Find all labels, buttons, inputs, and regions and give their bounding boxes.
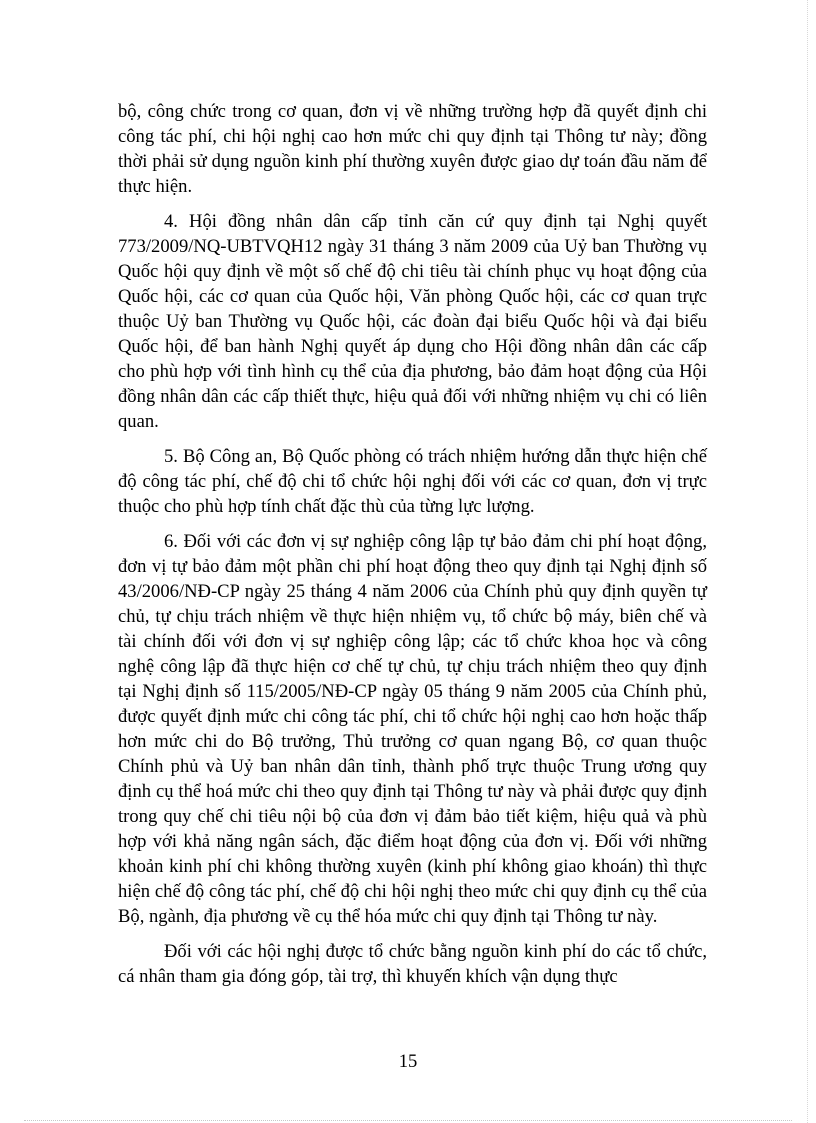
paragraph-item-4: 4. Hội đồng nhân dân cấp tỉnh căn cứ quy định tại Nghị quyết 773/2009/NQ-UBTVQH12 ngày 31 tháng 3 năm 2009 của Uỷ ban Thường vụ Quốc hội quy định về một số chế độ chi tiêu tài chính phục vụ hoạt động của Quốc hội, các cơ quan của Quốc hội, Văn phòng Quốc hội, các cơ quan trực thuộc Uỷ ban Thường vụ Quốc hội, các đoàn đại biểu Quốc hội và đại biểu Quốc hội, để ban hành Nghị quyết áp dụng cho Hội đồng nhân dân các cấp cho phù hợp với tình hình cụ thể của địa phương, bảo đảm hoạt động của Hội đồng nhân dân các cấp thiết thực, hiệu quả đối với những nhiệm vụ chi có liên quan. — [118, 211, 707, 432]
page-number: 15 — [398, 1051, 418, 1072]
body-text — [118, 99, 707, 999]
paragraph-item-6: 6. Đối với các đơn vị sự nghiệp công lập tự bảo đảm chi phí hoạt động, đơn vị tự bảo đảm một phần chi phí hoạt động theo quy định tại Nghị định số 43/2006/NĐ-CP ngày 25 tháng 4 năm 2006 của Chính phủ quy định quyền tự chủ, tự chịu trách nhiệm về thực hiện nhiệm vụ, tổ chức bộ máy, biên chế và tài chính đối với đơn vị sự nghiệp công lập; các tổ chức khoa học và công nghệ công lập đã thực hiện cơ chế tự chủ, tự chịu trách nhiệm theo quy định tại Nghị định số 115/2005/NĐ-CP ngày 05 tháng 9 năm 2005 của Chính phủ, được quyết định mức chi công tác phí, chi tổ chức hội nghị cao hơn hoặc thấp hơn mức chi do Bộ trưởng, Thủ trưởng cơ quan ngang Bộ, cơ quan thuộc Chính phủ và Uỷ ban nhân dân tỉnh, thành phố trực thuộc Trung ương quy định cụ thể hoá mức chi theo quy định tại Thông tư này và phải được quy định trong quy chế chi tiêu nội bộ của đơn vị đảm bảo tiết kiệm, hiệu quả và phù hợp với khả năng ngân sách, đặc điểm hoạt động của đơn vị. Đối với những khoản kinh phí chi không thường xuyên (kinh phí không giao khoán) thì thực hiện chế độ công tác phí, chế độ chi hội nghị theo mức chi quy định cụ thể của Bộ, ngành, địa phương về cụ thể hóa mức chi quy định tại Thông tư này. — [118, 531, 707, 927]
paragraph-continuation: bộ, công chức trong cơ quan, đơn vị về những trường hợp đã quyết định chi công tác phí, chi hội nghị cao hơn mức chi quy định tại Thông tư này; đồng thời phải sử dụng nguồn kinh phí thường xuyên được giao dự toán đầu năm để thực hiện. — [118, 101, 707, 197]
paragraph-item-5: 5. Bộ Công an, Bộ Quốc phòng có trách nhiệm hướng dẫn thực hiện chế độ công tác phí, chế độ chi tổ chức hội nghị đối với các cơ quan, đơn vị trực thuộc cho phù hợp tính chất đặc thù của từng lực lượng. — [118, 446, 707, 517]
page-edge-rule — [807, 0, 808, 1123]
paragraph-conferences: Đối với các hội nghị được tổ chức bằng nguồn kinh phí do các tổ chức, cá nhân tham gia đóng góp, tài trợ, thì khuyến khích vận dụng thực — [118, 941, 707, 987]
page-bottom-rule — [24, 1120, 792, 1121]
